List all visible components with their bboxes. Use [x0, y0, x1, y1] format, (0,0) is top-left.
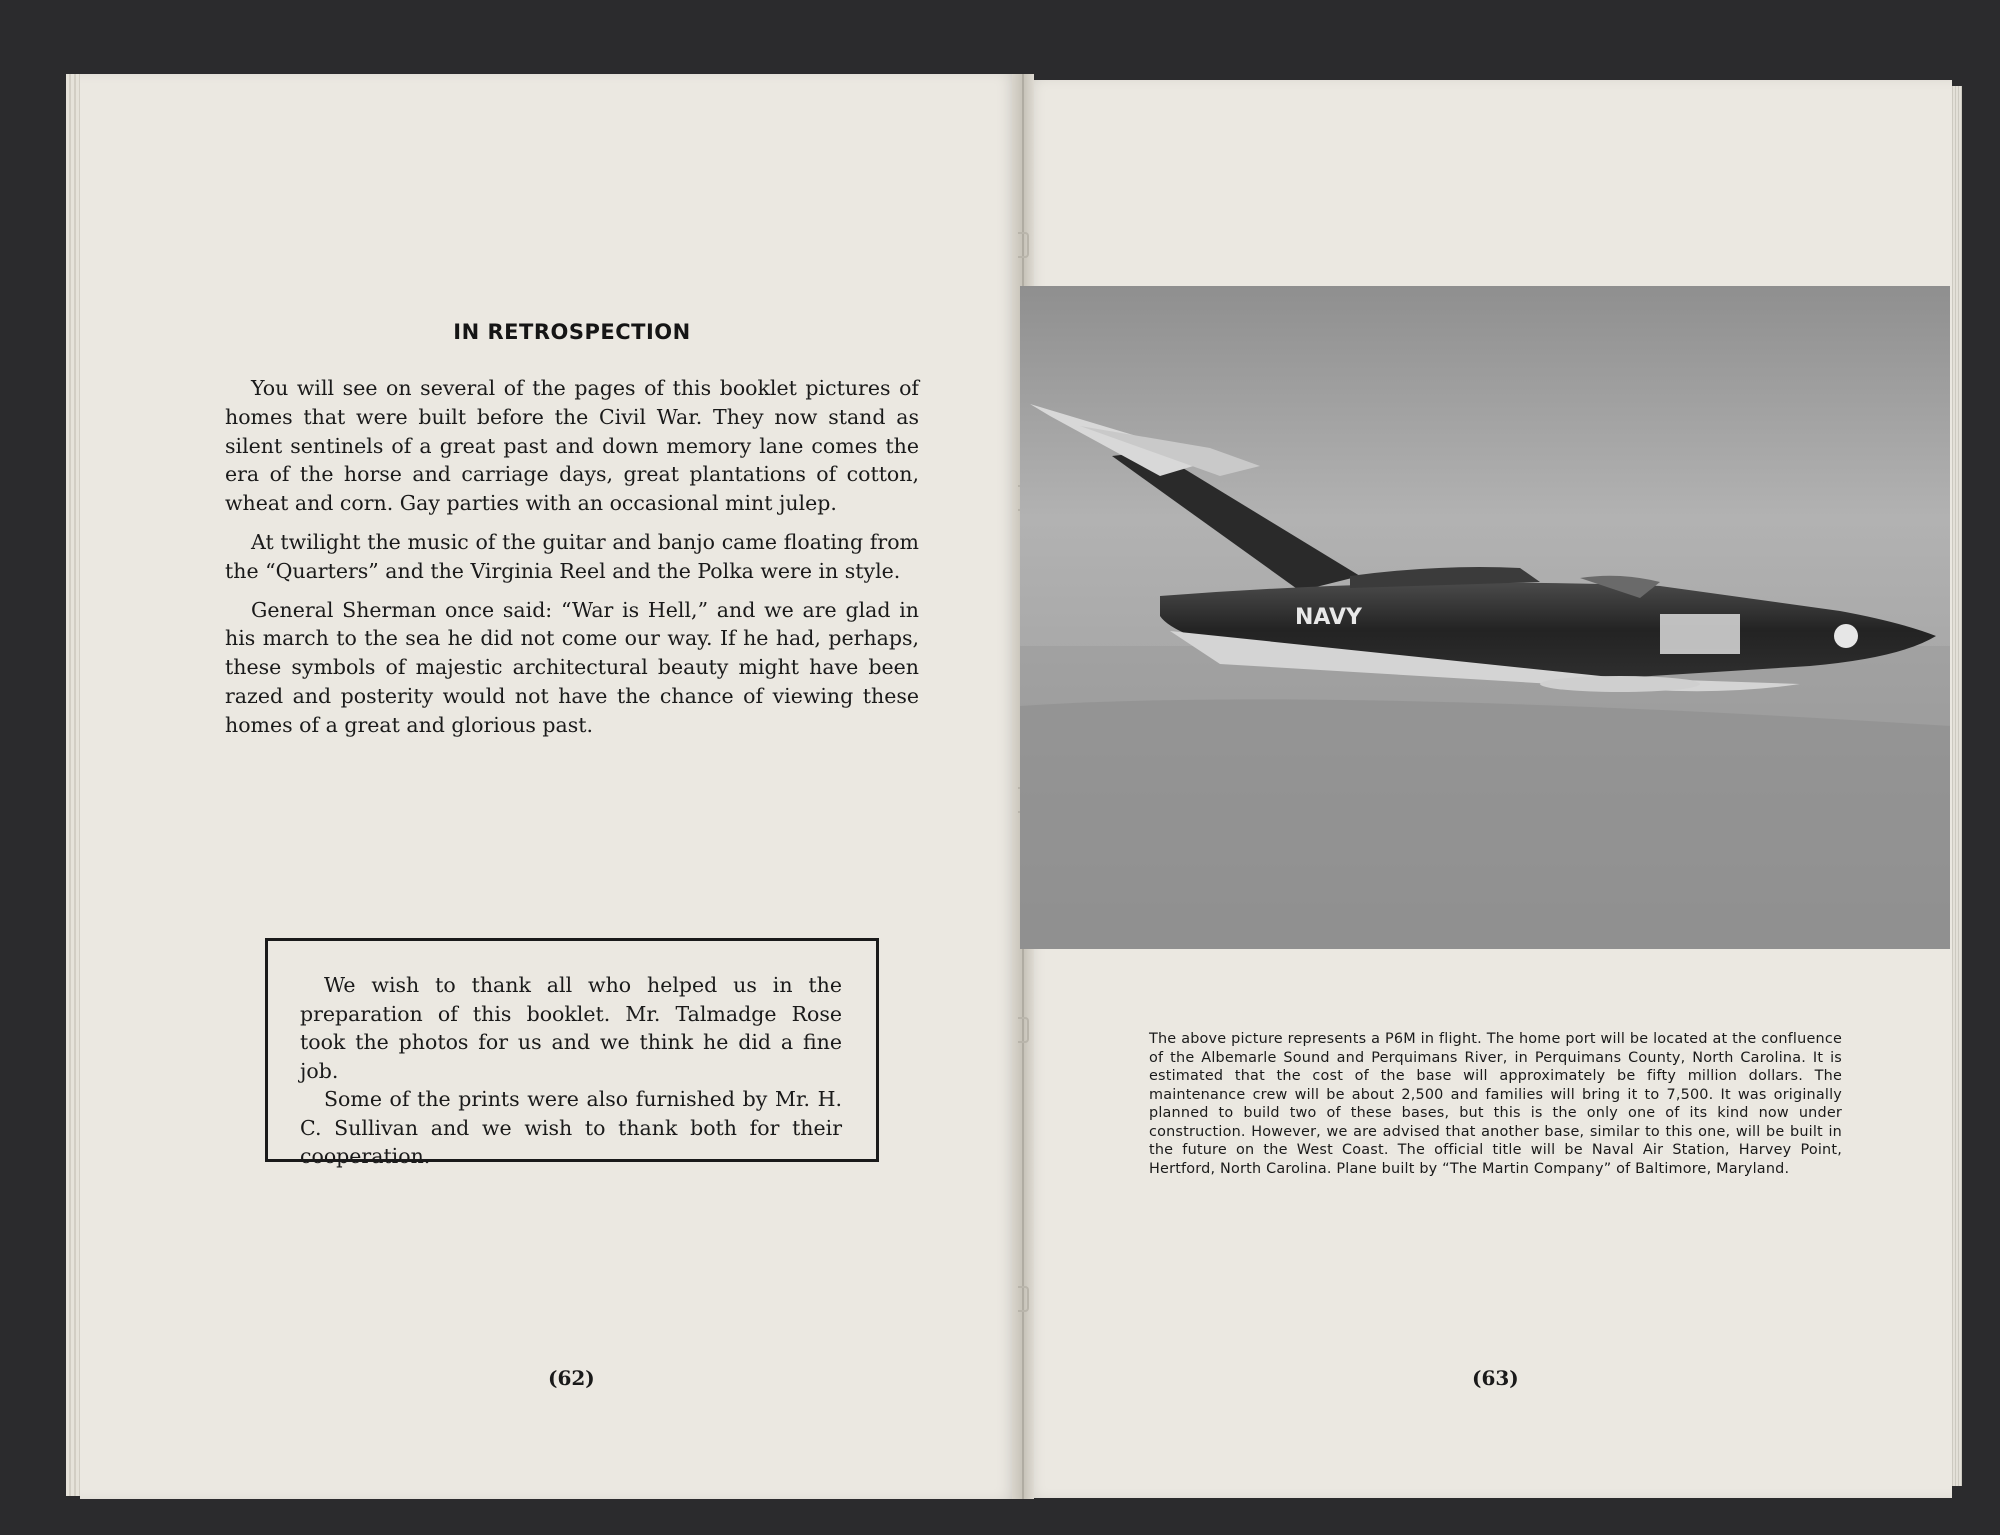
fuselage-marking: NAVY — [1295, 605, 1362, 630]
body-text — [225, 374, 919, 750]
paragraph: At twilight the music of the guitar and banjo came floating from the “Quarters” and the Virginia Reel and the Polka were in style. — [225, 529, 919, 583]
binding-staple — [1018, 1017, 1029, 1043]
paragraph: General Sherman once said: “War is Hell,” and we are glad in his march to the sea he did not come our way. If he had, perhaps, these symbols of majestic architectural beauty might have been razed and posterity would not have the chance of viewing these homes of a great and glorious past. — [225, 597, 919, 737]
binding-staple — [1018, 232, 1029, 258]
photo-caption: The above picture represents a P6M in flight. The home port will be located at the confluence of the Albemarle Sound and Perquimans River, in Perquimans County, North Carolina. It is estimated that the cost of the base will approximately be fifty million dollars. The maintenance crew will be about 2,500 and families will bring it to 7,500. It was originally planned to build two of these bases, but this is the only one of its kind now under construction. However, we are advised that another base, similar to this one, will be built in the future on the West Coast. The official title will be Naval Air Station, Harvey Point, Hertford, North Carolina. Plane built by “The Martin Company” of Baltimore, Maryland. — [1149, 1031, 1842, 1177]
acknowledgement-paragraph: Some of the prints were also furnished by Mr. H. C. Sullivan and we wish to thank both for their cooperation. — [300, 1087, 842, 1168]
page-number: (62) — [548, 1366, 595, 1390]
aircraft-photo — [1020, 286, 1950, 949]
acknowledgement-paragraph: We wish to thank all who helped us in the preparation of this booklet. Mr. Talmadge Rose took the photos for us and we think he did a fine job. — [300, 973, 842, 1083]
left-page — [80, 74, 1020, 1499]
page-number: (63) — [1472, 1366, 1519, 1390]
page-heading: IN RETROSPECTION — [453, 320, 691, 344]
paragraph: You will see on several of the pages of this booklet pictures of homes that were built before the Civil War. They now stand as silent sentinels of a great past and down memory lane comes the era of the horse and carriage days, great plantations of cotton, wheat and corn. Gay parties with an occasional mint julep. — [225, 376, 919, 516]
acknowledgement-box — [265, 938, 879, 1168]
aircraft-photo-image — [1020, 286, 1950, 949]
binding-staple — [1018, 1286, 1029, 1312]
